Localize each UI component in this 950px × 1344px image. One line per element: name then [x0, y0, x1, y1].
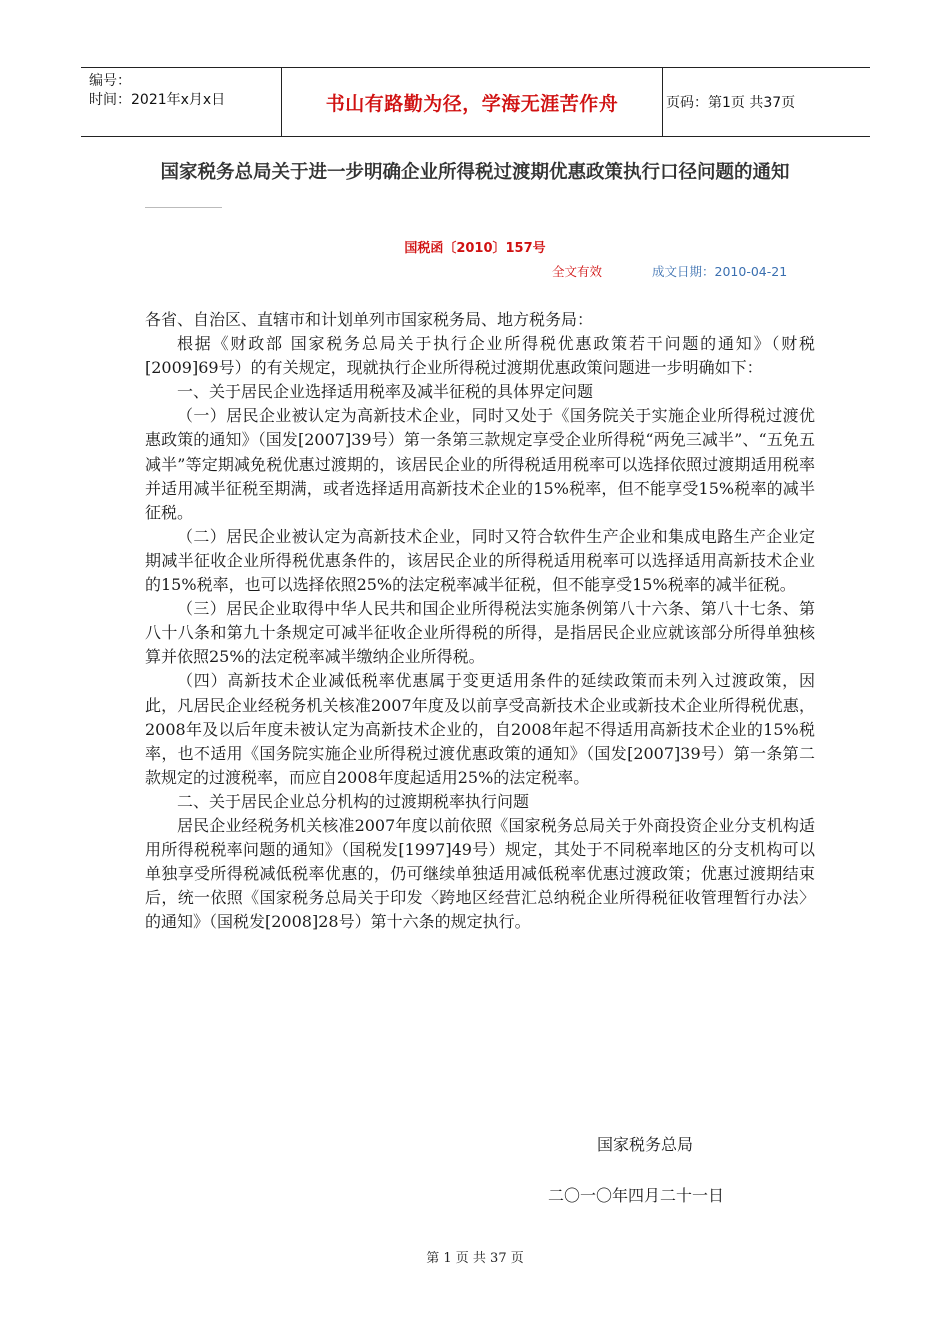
- header-left-cell: [89, 72, 281, 110]
- issue-date-label: 成文日期：: [652, 264, 715, 279]
- validity-status: 全文有效: [552, 264, 603, 279]
- header-motto-cell: [281, 68, 663, 136]
- body-paragraph: 根据《财政部 国家税务总局关于执行企业所得税优惠政策若干问题的通知》（财税[2009]69号）的有关规定，现就执行企业所得税过渡期优惠政策问题进一步明确如下：: [145, 334, 815, 378]
- body-paragraph: （四）高新技术企业减低税率优惠属于变更适用条件的延续政策而未列入过渡政策，因此，凡居民企业经税务机关核准2007年度及以前享受高新技术企业或新技术企业所得税优惠，2008年及以后年度未被认定为高新技术企业的，自2008年起不得适用高新技术企业的15%税率，也不适用《国务院实施企业所得税过渡优惠政策的通知》（国发[2007]39号）第一条第二款规定的过渡税率，而应自2008年度起适用25%的法定税率。: [145, 671, 815, 787]
- header-page-info: [666, 68, 795, 136]
- body-paragraph: 居民企业经税务机关核准2007年度以前依照《国家税务总局关于外商投资企业分支机构适用所得税税率问题的通知》（国税发[1997]49号）规定，其处于不同税率地区的分支机构可以单独享受所得税减低税率优惠的，仍可继续单独适用减低税率优惠过渡政策；优惠过渡期结束后，统一依照《国家税务总局关于印发〈跨地区经营汇总纳税企业所得税征收管理暂行办法〉的通知》（国税发[2008]28号）第十六条的规定执行。: [145, 815, 815, 932]
- issue-date: [652, 262, 787, 280]
- section-heading: 一、关于居民企业选择适用税率及减半征税的具体界定问题: [177, 382, 594, 402]
- body-paragraph: （二）居民企业被认定为高新技术企业，同时又符合软件生产企业和集成电路生产企业定期减半征收企业所得税优惠条件的，该居民企业的所得税适用税率可以选择适用高新技术企业的15%税率，也可以选择依照25%的法定税率减半征税，但不能享受15%税率的减半征税。: [145, 526, 815, 595]
- body-paragraph: （一）居民企业被认定为高新技术企业，同时又处于《国务院关于实施企业所得税过渡优惠政策的通知》（国发[2007]39号）第一条第三款规定享受企业所得税“两免三减半”、“五免五减半”等定期减免税优惠过渡期的，该居民企业的所得税适用税率可以选择依照过渡期适用税率并适用减半征税至期满，或者选择适用高新技术企业的15%税率，但不能享受15%税率的减半征税。: [145, 406, 815, 522]
- page-footer: 第 1 页 共 37 页: [426, 1251, 524, 1266]
- issue-date-value: 2010-04-21: [714, 264, 788, 279]
- document-number: 国税函〔2010〕157号: [404, 241, 546, 256]
- number-label: 编号：: [89, 73, 131, 89]
- body-paragraph: （三）居民企业取得中华人民共和国企业所得税法实施条例第八十六条、第八十七条、第八十八条和第九十条规定可减半征收企业所得税的所得，是指居民企业应就该部分所得单独核算并依照25%的法定税率减半缴纳企业所得税。: [145, 599, 815, 667]
- title-underline: [145, 207, 222, 208]
- signature-date: 二〇一〇年四月二十一日: [548, 1186, 725, 1205]
- signature-issuer: 国家税务总局: [597, 1135, 694, 1154]
- header-table: [81, 67, 870, 137]
- document-title: 国家税务总局关于进一步明确企业所得税过渡期优惠政策执行口径问题的通知: [160, 162, 790, 183]
- section-heading: 二、关于居民企业总分机构的过渡期税率执行问题: [177, 791, 530, 811]
- time-label: 时间：2021年x月x日: [89, 92, 226, 108]
- document-body: [145, 308, 815, 934]
- page-info-text: 页码：第1页 共37页: [666, 95, 796, 111]
- motto-text: 书山有路勤为径，学海无涯苦作舟: [325, 92, 619, 115]
- salutation: 各省、自治区、直辖市和计划单列市国家税务局、地方税务局：: [145, 310, 594, 329]
